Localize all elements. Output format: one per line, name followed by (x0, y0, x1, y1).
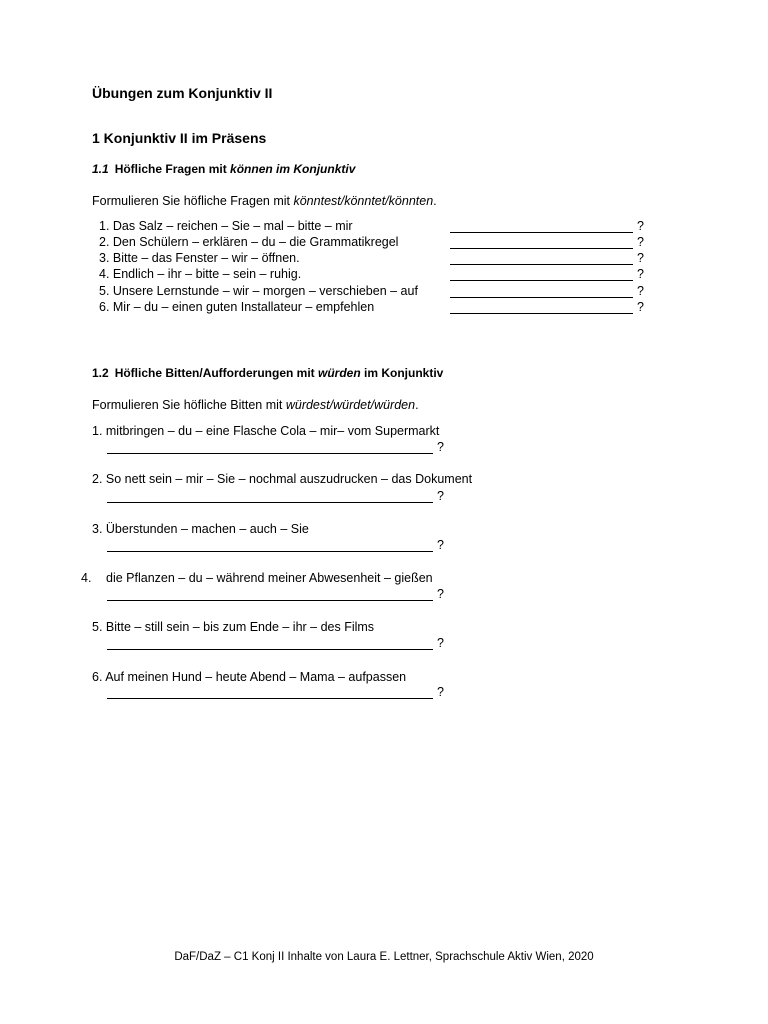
question-mark: ? (637, 251, 644, 265)
answer-line[interactable] (107, 649, 433, 650)
exercise-item: 5. Unsere Lernstunde – wir – morgen – verschieben – auf (99, 284, 418, 298)
instruction-1-1 (92, 194, 437, 208)
question-mark: ? (437, 685, 444, 699)
subsection-heading-1-1 (92, 162, 355, 176)
instruction-end: . (433, 194, 437, 208)
answer-line[interactable] (107, 698, 433, 699)
exercise-item: die Pflanzen – du – während meiner Abwesenheit – gießen (106, 571, 433, 585)
answer-line[interactable] (107, 453, 433, 454)
instruction-text: Formulieren Sie höfliche Fragen mit (92, 194, 294, 208)
subsection-title-em: würden (318, 366, 361, 380)
instruction-em: würdest/würdet/würden (285, 398, 416, 412)
page-footer: DaF/DaZ – C1 Konj II Inhalte von Laura E. Lettner, Sprachschule Aktiv Wien, 2020 (174, 951, 594, 963)
exercise-item: 2. So nett sein – mir – Sie – nochmal auszudrucken – das Dokument (92, 472, 473, 486)
question-mark: ? (437, 636, 444, 650)
subsection-title-post: im Konjunktiv (360, 366, 444, 380)
subsection-number: 1.1 (92, 162, 109, 176)
answer-line[interactable] (450, 248, 633, 249)
exercise-item: 4. Endlich – ihr – bitte – sein – ruhig. (99, 267, 302, 281)
exercise-item: 6. Mir – du – einen guten Installateur – empfehlen (99, 300, 375, 314)
question-mark: ? (637, 219, 644, 233)
subsection-number: 1.2 (92, 366, 109, 380)
answer-line[interactable] (450, 280, 633, 281)
question-mark: ? (437, 538, 444, 552)
answer-line[interactable] (450, 313, 633, 314)
exercise-item: 3. Bitte – das Fenster – wir – öffnen. (99, 251, 300, 265)
answer-line[interactable] (107, 551, 433, 552)
page-title: Übungen zum Konjunktiv II (92, 85, 273, 101)
exercise-item: 5. Bitte – still sein – bis zum Ende – ihr – des Films (92, 620, 375, 634)
question-mark: ? (437, 587, 444, 601)
answer-line[interactable] (450, 264, 633, 265)
question-mark: ? (637, 267, 644, 281)
answer-line[interactable] (107, 502, 433, 503)
question-mark: ? (437, 440, 444, 454)
section-heading-1: 1 Konjunktiv II im Präsens (92, 130, 267, 146)
subsection-title-pre: Höfliche Fragen mit (114, 162, 231, 176)
exercise-item: 6. Auf meinen Hund – heute Abend – Mama – aufpassen (92, 670, 407, 684)
exercise-item: 3. Überstunden – machen – auch – Sie (92, 522, 309, 536)
exercise-item: 2. Den Schülern – erklären – du – die Grammatikregel (99, 235, 399, 249)
subsection-heading-1-2 (92, 366, 443, 380)
instruction-end: . (415, 398, 419, 412)
instruction-text: Formulieren Sie höfliche Bitten mit (92, 398, 286, 412)
exercise-item: 1. mitbringen – du – eine Flasche Cola – mir– vom Supermarkt (92, 424, 440, 438)
answer-line[interactable] (107, 600, 433, 601)
subsection-title-pre: Höfliche Bitten/Aufforderungen mit (114, 366, 319, 380)
instruction-em: könntest/könntet/könnten (293, 194, 434, 208)
question-mark: ? (637, 235, 644, 249)
question-mark: ? (437, 489, 444, 503)
answer-line[interactable] (450, 232, 633, 233)
instruction-1-2 (92, 398, 419, 412)
question-mark: ? (637, 300, 644, 314)
exercise-item: 1. Das Salz – reichen – Sie – mal – bitte – mir (99, 219, 353, 233)
exercise-item-number: 4. (81, 571, 92, 585)
question-mark: ? (637, 284, 644, 298)
answer-line[interactable] (450, 297, 633, 298)
subsection-title-em: können im Konjunktiv (230, 162, 356, 176)
